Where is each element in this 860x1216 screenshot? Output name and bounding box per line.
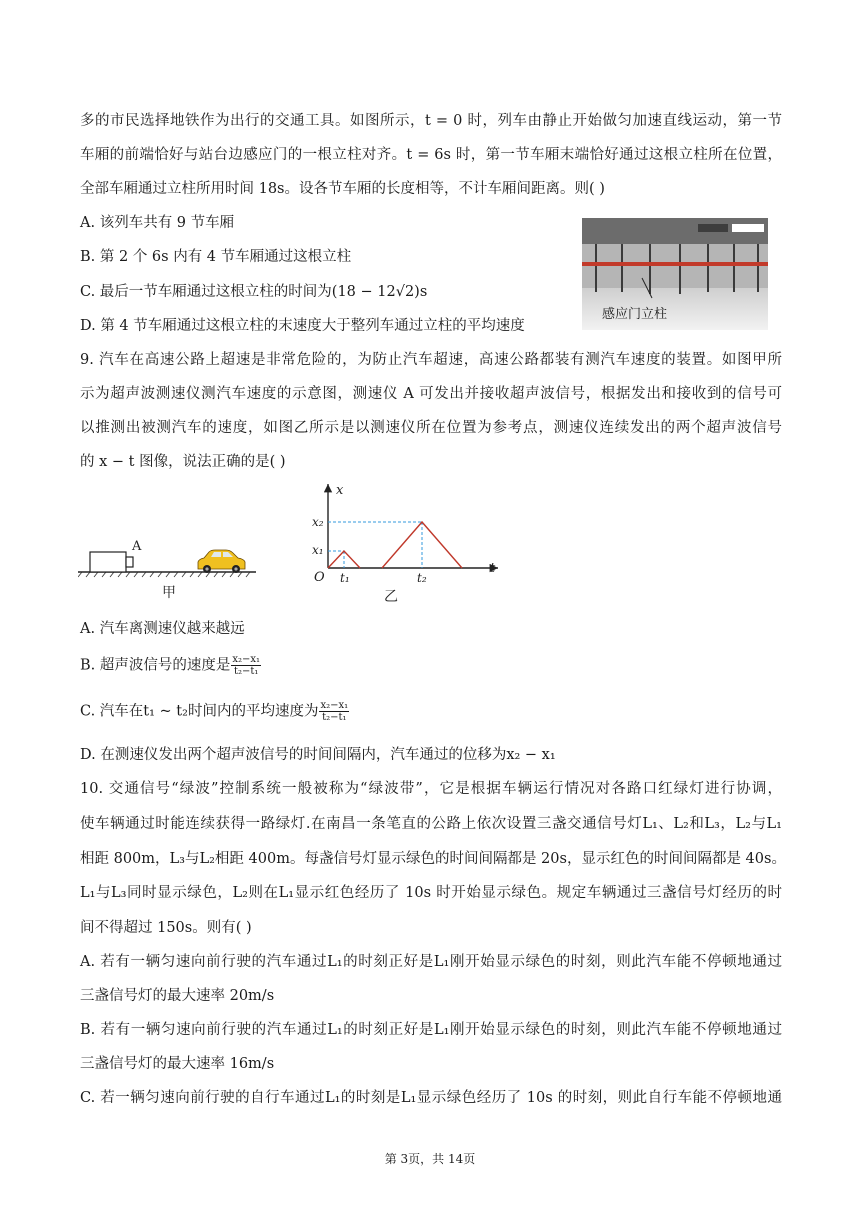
tick-x2: x₂	[312, 515, 324, 529]
car-icon	[198, 550, 245, 573]
tick-t2: t₂	[417, 571, 427, 585]
q10-line-5: 间不得超过 150s。则有( )	[80, 920, 252, 936]
q9-line-2: 示为超声波测速仪测汽车速度的示意图，测速仪 A 可发出并接收超声波信号，根据发出和接收到的信号可	[80, 386, 782, 402]
fraction-c	[319, 700, 349, 723]
q10-option-b-line-1: B. 若有一辆匀速向前行驶的汽车通过L₁的时刻正好是L₁刚开始显示绿色的时刻，则此汽车能不停顿地通过	[80, 1022, 782, 1038]
q8-line-3: 全部车厢通过立柱所用时间 18s。设各节车厢的长度相等，不计车厢间距离。则( )	[80, 181, 605, 197]
figure-jia	[78, 530, 258, 605]
q8-option-d: D. 第 4 节车厢通过这根立柱的末速度大于整列车通过立柱的平均速度	[80, 318, 525, 334]
q9-option-b-text: B. 超声波信号的速度是	[80, 657, 231, 674]
fraction-c-den: t₂−t₁	[322, 712, 347, 723]
q10-option-c-line-1: C. 若一辆匀速向前行驶的自行车通过L₁的时刻是L₁显示绿色经历了 10s 的时刻，则此自行车能不停顿地通	[80, 1090, 782, 1106]
q8-option-b: B. 第 2 个 6s 内有 4 节车厢通过这根立柱	[80, 249, 352, 265]
q10-option-a-line-2: 三盏信号灯的最大速率 20m/s	[80, 988, 275, 1004]
page-footer: 第 3页，共 14页	[384, 1152, 476, 1166]
origin-label: O	[314, 570, 325, 585]
q9-option-b	[80, 654, 262, 677]
q8-line-1: 多的市民选择地铁作为出行的交通工具。如图所示，t = 0 时，列车由静止开始做匀加速直线运动，第一节	[80, 113, 782, 129]
tick-x1: x₁	[312, 543, 324, 557]
speed-gun-head	[126, 557, 133, 567]
q9-line-3: 以推测出被测汽车的速度，如图乙所示是以测速仪所在位置为参考点，测速仪连续发出的两个超声波信号	[80, 420, 782, 436]
caption-jia: 甲	[162, 585, 176, 601]
q8-option-c: C. 最后一节车厢通过这根立柱的时间为(18 − 12√2)s	[80, 284, 428, 300]
q10-option-b-line-2: 三盏信号灯的最大速率 16m/s	[80, 1056, 275, 1072]
q9-line-4: 的 x − t 图像，说法正确的是( )	[80, 454, 286, 470]
speed-gun-body	[90, 552, 126, 572]
label-a: A	[132, 539, 142, 554]
q8-line-2: 车厢的前端恰好与站台边感应门的一根立柱对齐。t = 6s 时，第一节车厢末端恰好通过这根立柱所在位置，	[80, 147, 782, 163]
fraction-b	[231, 654, 261, 677]
axis-label-t: t	[490, 561, 496, 576]
q9-option-c	[80, 700, 350, 723]
photo-label: 感应门立柱	[602, 307, 668, 322]
fraction-b-num: x₂−x₁	[232, 654, 261, 665]
figure-yi	[300, 478, 510, 608]
q10-option-a-line-1: A. 若有一辆匀速向前行驶的汽车通过L₁的时刻正好是L₁刚开始显示绿色的时刻，则此汽车能不停顿地通过	[80, 954, 782, 970]
q10-line-2: 使车辆通过时能连续获得一路绿灯.在南昌一条笔直的公路上依次设置三盏交通信号灯L₁、L₂和L₃，L₂与L₁	[80, 816, 782, 832]
q10-line-1: 10. 交通信号“绿波”控制系统一般被称为“绿波带”，它是根据车辆运行情况对各路口红绿灯进行协调，	[80, 781, 782, 797]
caption-yi: 乙	[384, 589, 398, 605]
q9-option-c-text: C. 汽车在t₁ ~ t₂时间内的平均速度为	[80, 703, 319, 720]
q9-option-d: D. 在测速仪发出两个超声波信号的时间间隔内，汽车通过的位移为x₂ − x₁	[80, 747, 556, 763]
q8-option-a: A. 该列车共有 9 节车厢	[80, 215, 235, 231]
metro-platform-photo	[582, 218, 768, 330]
fraction-c-num: x₂−x₁	[320, 700, 349, 711]
axis-label-x: x	[336, 483, 344, 498]
q9-line-1: 9. 汽车在高速公路上超速是非常危险的，为防止汽车超速，高速公路都装有测汽车速度的装置。如图甲所	[80, 352, 782, 368]
tick-t1: t₁	[340, 571, 350, 585]
q10-line-3: 相距 800m，L₃与L₂相距 400m。每盏信号灯显示绿色的时间间隔都是 20s，显示红色的时间间隔都是 40s。	[80, 851, 786, 867]
fraction-b-den: t₂−t₁	[234, 666, 259, 677]
q10-line-4: L₁与L₃同时显示绿色，L₂则在L₁显示红色经历了 10s 时开始显示绿色。规定车辆通过三盏信号灯经历的时	[80, 885, 782, 901]
q9-option-a: A. 汽车离测速仪越来越远	[80, 621, 245, 637]
